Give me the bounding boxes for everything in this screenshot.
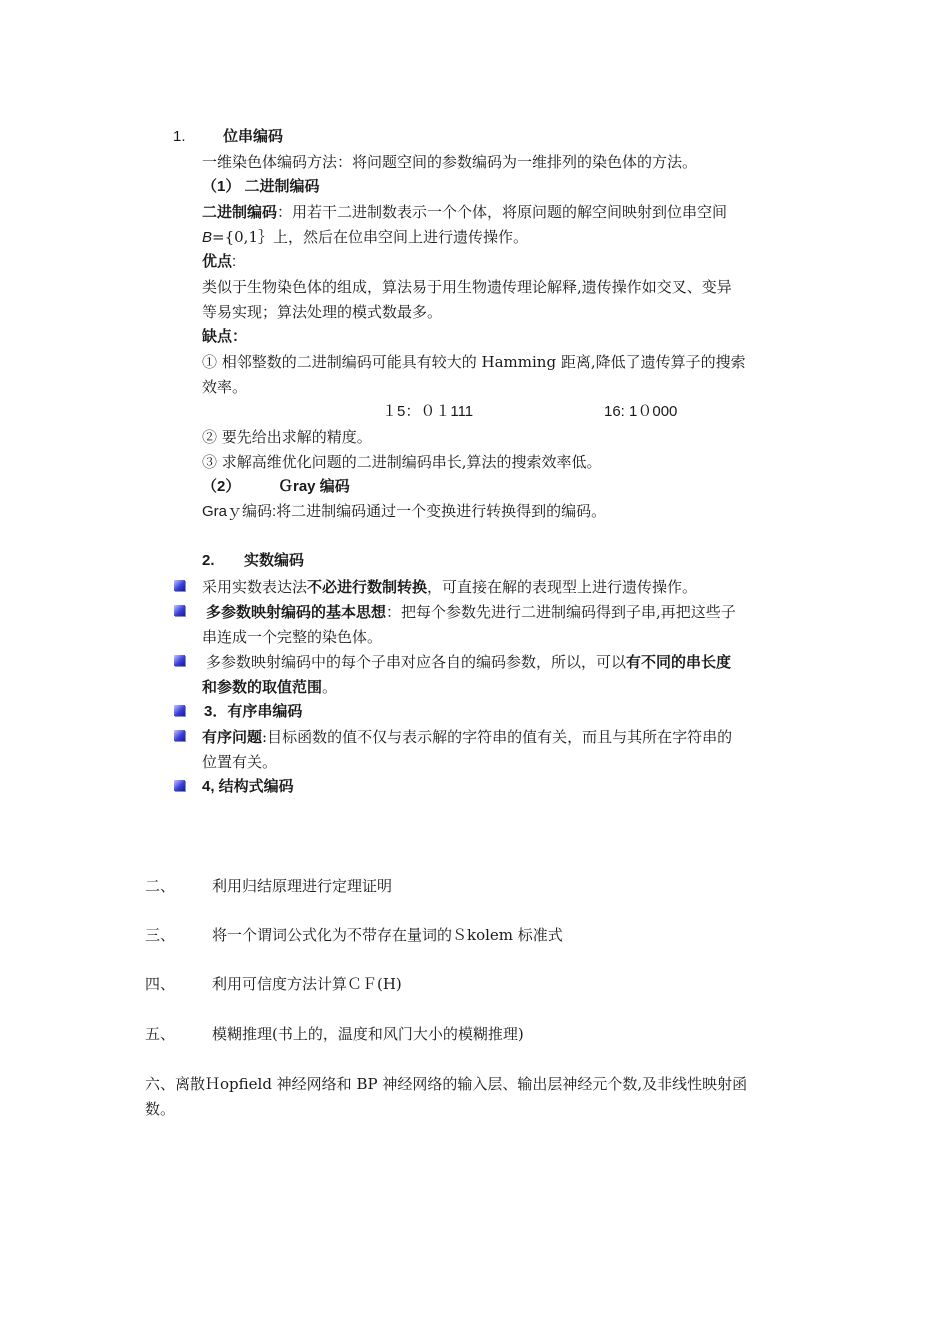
pros-label: 优点 xyxy=(202,253,233,270)
cons-label: 缺点： xyxy=(202,328,248,345)
pros-line-1: 类似于生物染色体的组成，算法易于用生物遗传理论解释,遗传操作如交叉、变异 xyxy=(202,278,732,296)
outline-item-6-line-1: 六、离散Ｈopfield 神经网络和 BP 神经网络的输入层、输出层神经元个数,及非线性映射函 xyxy=(145,1075,748,1093)
bullet-2-bold: 多参数映射编码的基本思想 xyxy=(206,604,387,621)
bullet-icon xyxy=(174,580,185,591)
outline-item-4-text: 利用可信度方法计算ＣＦ(H) xyxy=(212,975,402,993)
section-1-title: 位串编码 xyxy=(223,128,284,145)
pros-colon: : xyxy=(232,253,237,270)
cons-1-line-2: 效率。 xyxy=(202,378,248,396)
bullet-3-line-2-bold: 和参数的取值范围 xyxy=(202,679,323,696)
outline-item-3-num: 三、 xyxy=(145,926,176,944)
bullet-1 xyxy=(202,577,697,598)
outline-item-4-num: 四、 xyxy=(145,975,176,993)
pros-line-2: 等易实现；算法处理的模式数最多。 xyxy=(202,303,443,321)
cons-1-line-1: ① 相邻整数的二进制编码可能具有较大的 Hamming 距离,降低了遗传算子的搜索 xyxy=(202,353,746,371)
bullet-icon xyxy=(174,705,185,716)
binary-var: B xyxy=(202,229,213,246)
example-16: 16: 1０000 xyxy=(604,403,678,420)
bullet-icon xyxy=(174,605,185,616)
binary-definition-line-2 xyxy=(202,227,528,248)
gray-definition: Graｙ编码:将二进制编码通过一个变换进行转换得到的编码。 xyxy=(202,503,607,520)
bullet-2-post: ：把每个参数先进行二进制编码得到子串,再把这些子 xyxy=(386,603,736,621)
bullet-icon xyxy=(174,730,185,741)
outline-item-2-text: 利用归结原理进行定理证明 xyxy=(212,877,393,895)
cons-2: ② 要先给出求解的精度。 xyxy=(202,428,372,446)
bullet-icon xyxy=(174,780,185,791)
bullet-3-bold: 有不同的串长度 xyxy=(626,654,732,671)
binary-label: 二进制编码 xyxy=(202,204,278,221)
bullet-3-line-2-post: 。 xyxy=(322,678,338,696)
bullet-5-line-2: 位置有关。 xyxy=(202,753,278,771)
outline-item-2-num: 二、 xyxy=(145,877,176,895)
bullet-3-line-1 xyxy=(206,652,731,673)
section-1-intro: 一维染色体编码方法：将问题空间的参数编码为一维排列的染色体的方法。 xyxy=(202,153,698,171)
example-15: １5：０１111 xyxy=(382,403,474,420)
cons-3: ③ 求解高维优化问题的二进制编码串长,算法的搜索效率低。 xyxy=(202,453,602,471)
bullet-2-line-2: 串连成一个完整的染色体。 xyxy=(202,628,383,646)
bullet-2-line-1 xyxy=(206,602,736,623)
bullet-3-line-2 xyxy=(202,677,337,698)
binary-text-2: ={0,1｝上，然后在位串空间上进行遗传操作。 xyxy=(212,228,528,246)
subsection-gray-number: （2） xyxy=(202,478,241,495)
binary-text-1: ：用若干二进制数表示一个个体，将原问题的解空间映射到位串空间 xyxy=(277,203,728,221)
section-2-title: 实数编码 xyxy=(244,552,305,569)
outline-item-3-text: 将一个谓词公式化为不带存在量词的Ｓkolem 标准式 xyxy=(212,926,563,944)
section-2-number: 2. xyxy=(202,552,215,569)
bullet-1-post: ，可直接在解的表现型上进行遗传操作。 xyxy=(427,578,698,596)
bullet-5-post: :目标函数的值不仅与表示解的字符串的值有关，而且与其所在字符串的 xyxy=(262,728,733,746)
bullet-5-bold: 有序问题 xyxy=(202,729,263,746)
bullet-5-line-1 xyxy=(202,727,732,748)
binary-definition-line-1 xyxy=(202,202,727,223)
bullet-1-bold: 不必进行数制转换 xyxy=(307,579,428,596)
subsection-binary-title: （1） 二进制编码 xyxy=(202,178,320,195)
outline-item-6-line-2: 数。 xyxy=(145,1100,176,1118)
bullet-6-structural-coding: 4, 结构式编码 xyxy=(202,778,294,795)
bullet-4-ordered-coding: 3．有序串编码 xyxy=(204,703,303,720)
section-1-number: 1. xyxy=(173,128,186,145)
bullet-1-pre: 采用实数表达法 xyxy=(202,578,308,596)
outline-item-5-text: 模糊推理(书上的，温度和风门大小的模糊推理) xyxy=(212,1025,524,1043)
bullet-icon xyxy=(174,655,185,666)
outline-item-5-num: 五、 xyxy=(145,1025,176,1043)
bullet-3-pre: 多参数映射编码中的每个子串对应各自的编码参数，所以，可以 xyxy=(206,653,627,671)
subsection-gray-title: Ｇray 编码 xyxy=(278,478,350,495)
pros-heading xyxy=(202,252,236,272)
